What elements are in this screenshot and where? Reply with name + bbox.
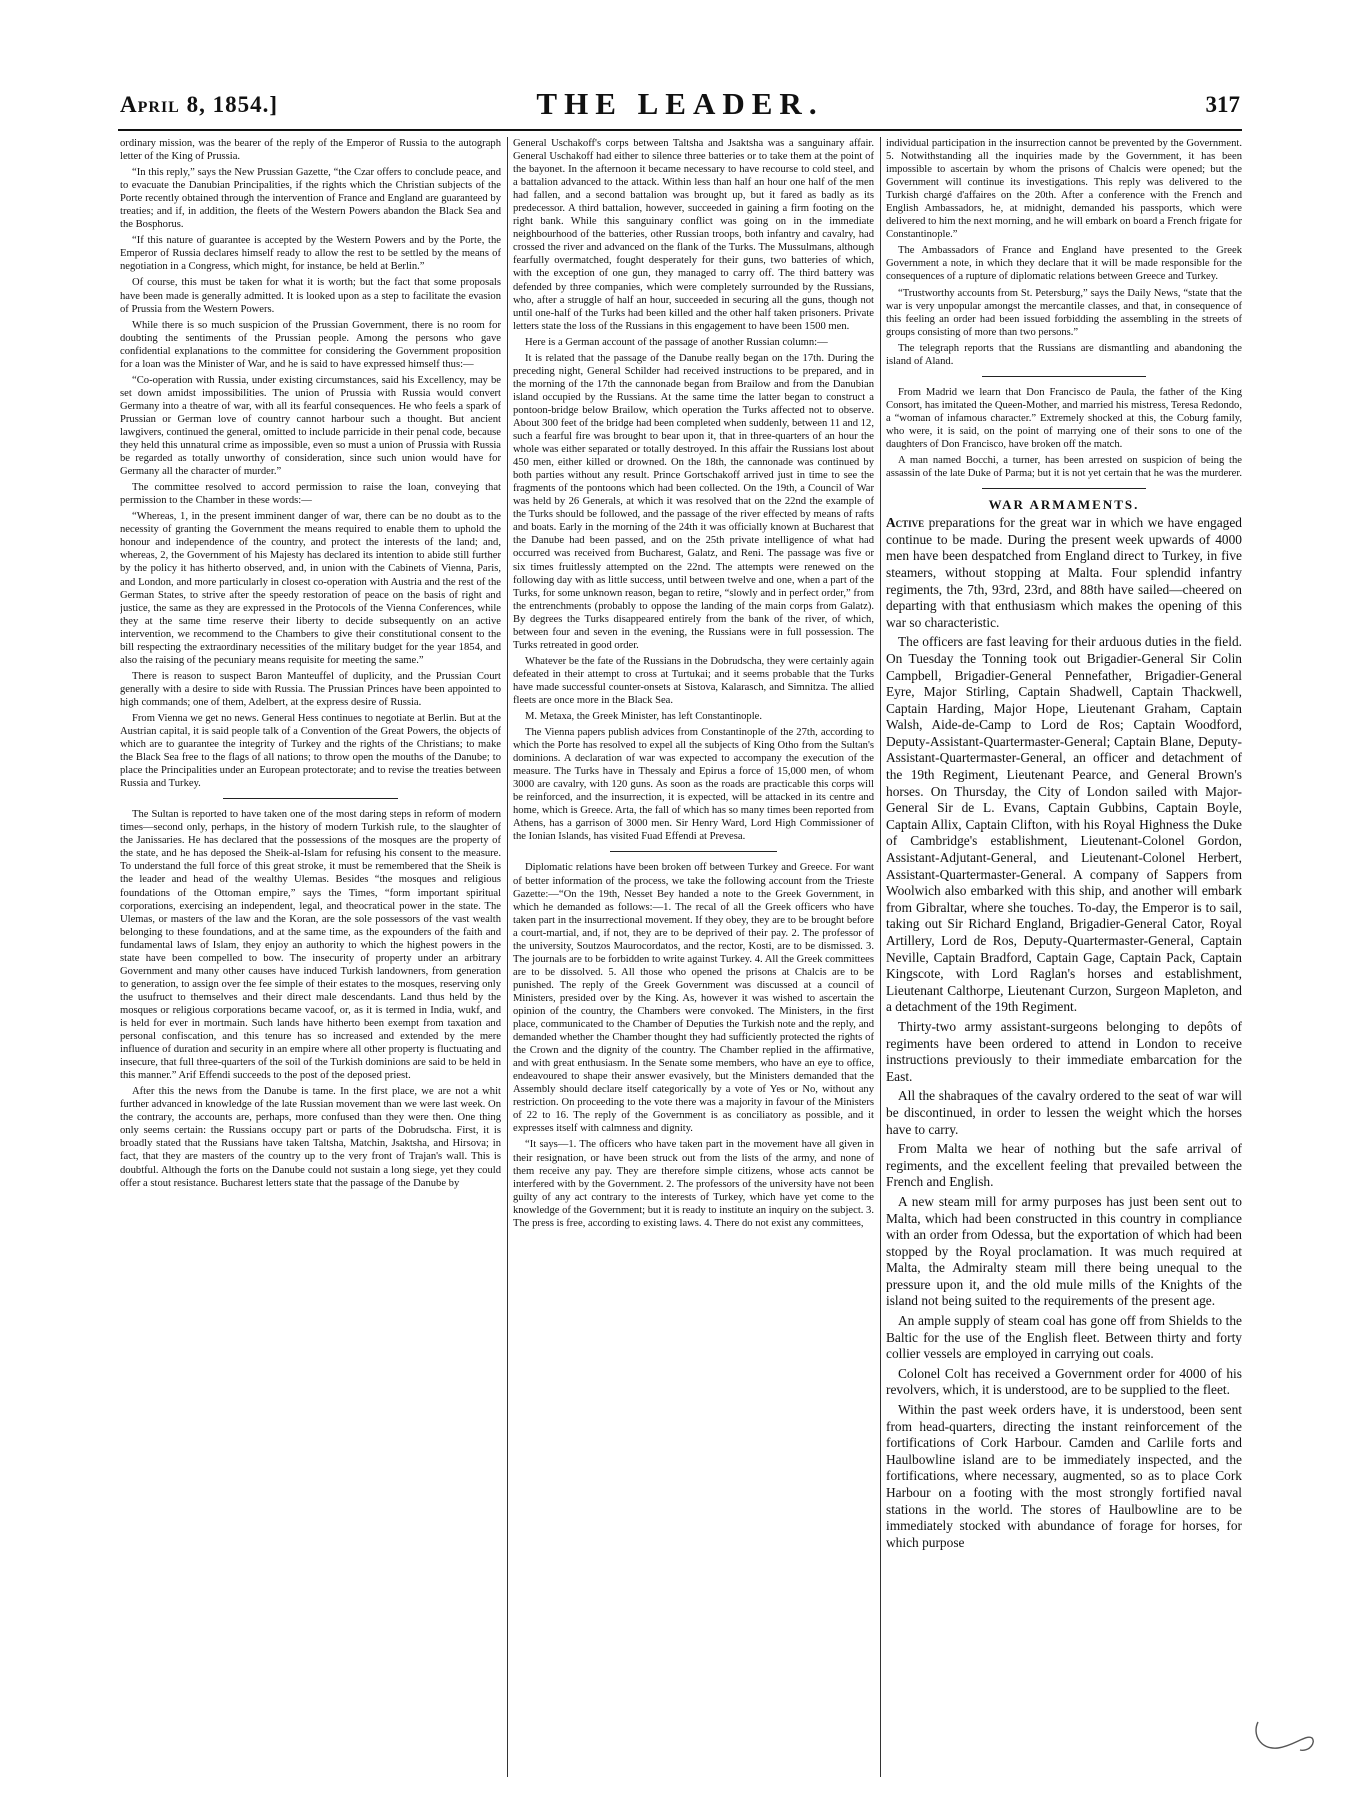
paragraph: Colonel Colt has received a Government order for 4000 of his revolvers, which, it is understood, are to be supplied to the fleet. bbox=[886, 1365, 1242, 1398]
paragraph: After this the news from the Danube is tame. In the first place, we are not a whit further advanced in knowledge of the late Russian movement than we were last week. On the contrary, the accounts are, perhaps, more confused than they were then. One thing only seems certain: the Russians occupy part or parts of the Dobrudscha. First, it is broadly stated that the Russians have taken Taltsha, Matchin, Jsaktsha, and Hirsova; in fact, that they are masters of the country up to the very front of Trajan's wall. This is doubtful. Although the forts on the Danube could not sustain a long siege, yet they could offer a stout resistance. Bucharest letters state that the passage of the Danube by bbox=[120, 1086, 501, 1189]
paragraph: The telegraph reports that the Russians are dismantling and abandoning the island of Aland. bbox=[886, 342, 1242, 367]
paragraph: individual participation in the insurrection cannot be prevented by the Government. 5. Notwithstanding all the inquiries made by the Government, it has been impossible to ascertain by whom the prisons of Chalcis were opened; but the Government will continue its investigations. This reply was delivered to the Turkish chargé d'affaires on the 20th. After a conference with the French and English Ambassadors, he, at midnight, demanded his passports, which were delivered to him the next morning, and he will embark on board a French frigate for Constantinople.” bbox=[886, 138, 1242, 241]
paragraph: Within the past week orders have, it is understood, been sent from head-quarters, directing the instant reinforcement of the fortifications of Cork Harbour. Camden and Carlile forts and Haulbowline island are to be immediately inspected, and the fortifications, where necessary, augmented, so as to place Cork Harbour on a footing with the most strongly fortified naval stations in the world. The stores of Haulbowline are to be immediately stocked with abundance of forage for horses, for which purpose bbox=[886, 1402, 1242, 1550]
column-2 bbox=[513, 137, 874, 1777]
paragraph bbox=[886, 515, 1242, 631]
paragraph: The Ambassadors of France and England have presented to the Greek Government a note, in which they declare that it will be made responsible for the consequences of a rupture of diplomatic relations between Greece and Turkey. bbox=[886, 245, 1242, 283]
paragraph: An ample supply of steam coal has gone off from Shields to the Baltic for the use of the English fleet. Between thirty and forty collier vessels are employed in carrying out coals. bbox=[886, 1313, 1242, 1362]
section-separator bbox=[982, 488, 1146, 489]
paragraph: There is reason to suspect Baron Manteuffel of duplicity, and the Prussian Court generally with a desire to side with Russia. The Prussian Princes have been appointed to high commands; one of them, Adelbert, at the express desire of Russia. bbox=[120, 670, 501, 708]
paragraph: All the shabraques of the cavalry ordered to the seat of war will be discontinued, in order to lessen the weight which the horses have to carry. bbox=[886, 1088, 1242, 1137]
column-3 bbox=[886, 137, 1242, 1777]
paragraph: General Uschakoff's corps between Taltsha and Jsaktsha was a sanguinary affair. General Uschakoff had either to silence three batteries or to take them at the point of the bayonet. In the afternoon it became necessary to have recourse to cold steel, and a battalion advanced to the attack. Within less than half an hour one half of the men had fallen, and a second battalion was brought up, but it fared as badly as its predecessor. A third battalion, however, succeeded in gaining a firm footing on the right bank. While this sanguinary conflict was going on in the immediate neighbourhood of the batteries, other Russian troops, both infantry and cavalry, had crossed the river and advanced on the flank of the Turks. The Mussulmans, although fearfully overmatched, fought desperately for their guns, two batteries of which, with the exception of one gun, they managed to carry off. The third battery was defended by three companies, which were completely surrounded by the Russians, who, after a struggle of half an hour, succeeded in securing all the guns, though not until one-half of the Turks had been killed and the other half taken prisoners. Private letters state the loss of the Russians in this engagement to have been 1500 men. bbox=[513, 138, 874, 332]
paragraph: A new steam mill for army purposes has just been sent out to Malta, which had been constructed in this country in compliance with an order from Odessa, but the exportation of which had been stopped by the Royal proclamation. It was much required at Malta, the Admiralty steam mill there being unequal to the pressure upon it, and the old mule mills of the Knights of the island not being suited to the requirements of the present age. bbox=[886, 1193, 1242, 1309]
lead-word: Active bbox=[886, 515, 925, 531]
paragraph: The Sultan is reported to have taken one of the most daring steps in reform of modern times—second only, perhaps, in the history of modern Turkish rule, to the slaughter of the Janissaries. He has declared that the possessions of the mosques are the property of the state, and he has deposed the Sheik-al-Islam for refusing his consent to the measure. To understand the full force of this great stroke, it must be remembered that the Sheik is the leader and head of the wealthy Ulemas. Besides “the mosques and religious foundations of the Ottoman empire,” says the Times, “form important spiritual corporations, exercising an independent, legal, and theocratical power in the state. The Ulemas, or masters of the law and the Koran, are the sole possessors of the vast wealth belonging to these foundations, and at the same time, as the expounders of the faith and fundamental laws of Islam, they enjoy an authority to which the highest powers in the state have been compelled to bow. The insecurity of property under an arbitrary Government and many other causes have induced Turkish landowners, from generation to generation, to assign over the fee simple of their estates to the mosques, reserving only the usufruct to themselves and their direct male descendants. Land thus held by the mosques or religious corporations became vacoof, or, as it is termed in India, wukf, and is held for ever in mortmain. Such lands have hitherto been exempt from taxation and personal confiscation, and this tenure has so increased and extended by the mere influence of duration and security in an empire where all other property is fluctuating and insecure, that full three-quarters of the soil of the Turkish dominions are said to be held in this manner.” Arif Effendi succeeds to the post of the deposed priest. bbox=[120, 809, 501, 1082]
paragraph: From Malta we hear of nothing but the safe arrival of regiments, and the excellent feeling that prevailed between the French and English. bbox=[886, 1141, 1242, 1190]
paragraph: The Vienna papers publish advices from Constantinople of the 27th, according to which the Porte has resolved to expel all the subjects of King Otho from the Sultan's dominions. A declaration of war was expected to accompany the execution of the measure. The Turks have in Thessaly and Epirus a force of 15,000 men, of whom 3000 are cavalry, with 120 guns. As soon as the roads are practicable this corps will be reinforced, and the insurrection, it is expected, will be attacked in its centre and home, which is Greece. Arta, the fall of which has so many times been reported from Athens, has a garrison of 3000 men. Sir Henry Ward, Lord High Commissioner of the Ionian Islands, has visited Fuad Effendi at Prevesa. bbox=[513, 727, 874, 843]
column-divider bbox=[880, 137, 881, 1777]
paragraph: “It says—1. The officers who have taken part in the movement have all given in their resignation, or have been struck out from the lists of the army, and none of them receive any pay. They are therefore simple citizens, whose acts cannot be interfered with by the Government. 2. The professors of the university have not been guilty of any act contrary to the interests of Turkey, which have yet come to the knowledge of the Government; but it is ready to institute an inquiry on the subject. 3. The press is free, according to existing laws. 4. There do not exist any committees, bbox=[513, 1139, 874, 1229]
section-separator bbox=[610, 851, 776, 852]
paragraph: The committee resolved to accord permission to raise the loan, conveying that permission to the Chamber in these words:— bbox=[120, 482, 501, 507]
paragraph: While there is so much suspicion of the Prussian Government, there is no room for doubting the sentiments of the Prussian people. Among the persons who gave confidential explanations to the committee for considering the Government proposition for a loan was the Minister of War, and he is said to have expressed himself thus:— bbox=[120, 319, 501, 370]
paragraph: “If this nature of guarantee is accepted by the Western Powers and by the Porte, the Emperor of Russia declares himself ready to allow the rest to be settled by the means of negotiation in a Congress, which might, for instance, be held at Berlin.” bbox=[120, 235, 501, 273]
column-divider bbox=[507, 137, 508, 1777]
paragraph: Whatever be the fate of the Russians in the Dobrudscha, they were certainly again defeated in their attempt to cross at Turtukai; and it seems probable that the Turks have made successful counter-onsets at Sistova, Kalarasch, and Simnitza. The allied fleets are once more in the Black Sea. bbox=[513, 655, 874, 706]
paragraph: Of course, this must be taken for what it is worth; but the fact that some proposals have been made is generally admitted. It is looked upon as a step to facilitate the evasion of Prussia from the Western Powers. bbox=[120, 277, 501, 315]
paragraph: A man named Bocchi, a turner, has been arrested on suspicion of being the assassin of the late Duke of Parma; but it is not yet certain that he was the murderer. bbox=[886, 455, 1242, 480]
column-1 bbox=[120, 137, 501, 1777]
paragraph: ordinary mission, was the bearer of the reply of the Emperor of Russia to the autograph letter of the King of Prussia. bbox=[120, 138, 501, 163]
paragraph: The officers are fast leaving for their arduous duties in the field. On Tuesday the Tonning took out Brigadier-General Sir Colin Campbell, Brigadier-General Pennefather, Brigadier-General Eyre, Major Stirling, Captain Shadwell, Captain Thackwell, Captain Harding, Major Hope, Lieutenant Graham, Captain Walsh, Aide-de-Camp to Lord de Ros; Captain Woodford, Deputy-Assistant-Quartermaster-General; Captain Blane, Deputy-Assistant-Quartermaster-General, an officer and detachment of the 19th Regiment, Lieutenant Pearce, and General Brown's horses. On Thursday, the City of London sailed with Major-General Sir de L. Evans, Captain Gubbins, Captain Boyle, Captain Allix, Captain Clifton, with his Royal Highness the Duke of Cambridge's establishment, Lieutenant-Colonel Gordon, Assistant-Adjutant-General, and Lieutenant-Colonel Herbert, Assistant-Quartermaster-General. A company of Sappers from Woolwich also embarked with this ship, and another will embark from Gibraltar, where she touches. To-day, the Emperor is to sail, taking out Sir Richard England, Brigadier-General Cator, Royal Artillery, Lord de Ros, Deputy-Quartermaster-General, Captain Neville, Captain Bradford, Captain Gage, Captain Pack, Captain Kingscote, with Lord Raglan's horses and establishment, Lieutenant Calthorpe, Lieutenant Curzon, Surgeon Mapleton, and a detachment of the 19th Regiment. bbox=[886, 634, 1242, 1015]
paragraph: Diplomatic relations have been broken off between Turkey and Greece. For want of better information of the process, we take the following account from the Trieste Gazette:—“On the 19th, Nesset Bey handed a note to the Greek Government, in which he demanded as follows:—1. The recal of all the Greek officers who have taken part in the insurrectional movement. If they obey, they are to be brought before a court-martial, and, if not, they are to be deprived of their pay. 2. The professor of the university, Soutzos Maurocordatos, and the rector, Kosti, are to be dismissed. 3. The journals are to be forbidden to write against Turkey. 4. All the Greek committees are to be dissolved. 5. All those who opened the prisons at Chalcis are to be punished. The reply of the Greek Government was discussed at a council of Ministers, presided over by the King. As, however it was wished to ascertain the opinion of the country, the Chambers were convoked. The Ministers, in the first place, communicated to the Chamber of Deputies the Turkish note and the reply, and demanded whether the Chamber thought they had sufficiently protected the rights of the Crown and the dignity of the country. The Chamber replied in the affirmative, and with great enthusiasm. In the Senate some members, who have an eye to office, endeavoured to shape their answer evasively, but the Ministers demanded that the Assembly should declare itself categorically by a vote of Yes or No, without any restriction. On proceeding to the vote there was a majority in favour of the Ministers of 22 to 16. The reply of the Government is as conciliatory as possible, and it expresses itself with calmness and dignity. bbox=[513, 862, 874, 1135]
masthead-rule bbox=[118, 129, 1242, 131]
newspaper-title: THE LEADER. bbox=[536, 86, 824, 121]
paragraph: “Co-operation with Russia, under existing circumstances, said his Excellency, may be set down amidst impossibilities. The union of Prussia with Russia would convert Germany into a theatre of war, with all its fearful consequences. He who feels a spark of Prussian or German love of country cannot harbour such a thought. But ancient lawgivers, continued the general, omitted to include parricide in their penal code, because they held this unnatural crime as impossible, even so must a union of Prussia with Russia be regarded as totally unworthy of consideration, since such union would have for Germany all the character of murder.” bbox=[120, 374, 501, 478]
paragraph: “Whereas, 1, in the present imminent danger of war, there can be no doubt as to the necessity of granting the Government the means required to enable them to uphold the honour and independence of the country, and protect the interests of the land; and, whereas, 2, the Government of his Majesty has declared its intention to abide still further by the policy it has hitherto observed, and, in union with the Cabinets of Vienna, Paris, and London, and more particularly in closest co-operation with Austria and the rest of the German States, to strive after the speedy restoration of peace on the basis of right and justice, the same as they are expressed in the Protocols of the Vienna Conferences, while they at the same time reserve their liberty to decide subsequently on an active intervention, we recommend to the Chambers to give their constitutional consent to the bill respecting the extraordinary necessities of the military budget for the year 1854, and also the raising of the pecuniary means requisite for meeting the same.” bbox=[120, 511, 501, 666]
masthead bbox=[120, 86, 1240, 126]
issue-date: April 8, 1854.] bbox=[120, 92, 278, 117]
section-separator bbox=[223, 798, 398, 799]
paragraph: From Vienna we get no news. General Hess continues to negotiate at Berlin. But at the Austrian capital, it is said people talk of a Convention of the Great Powers, the objects of which are to guarantee the integrity of Turkey and the rights of the Christians; to make the Black Sea free to the flags of all nations; to throw open the mouths of the Danube; to place the Principalities under an European protectorate; and to revise the treaties between Russia and Turkey. bbox=[120, 712, 501, 790]
paragraph: M. Metaxa, the Greek Minister, has left Constantinople. bbox=[525, 711, 762, 723]
page-number: 317 bbox=[1205, 92, 1240, 117]
war-armaments-article bbox=[886, 515, 1242, 1551]
pencil-scribble-mark bbox=[1250, 1716, 1320, 1760]
paragraph: It is related that the passage of the Danube really began on the 17th. During the preceding night, General Schilder had received instructions to be prepared, and in the morning of the 17th the cannonade began from Brailow and from the Danubian island occupied by the Russians. At the same time the latter began to construct a pontoon-bridge below Brailow, which operation the Turks affected not to observe. About 300 feet of the bridge had been completed when suddenly, between 11 and 12, such a fearful fire was brought to bear upon it, that in three-quarters of an hour the whole was either separated or totally destroyed. In this affair the Russians lost about 450 men, either killed or drowned. On the 18th, the cannonade was continued by both parties without any result. Prince Gortschakoff arrived just in time to see the fragments of the pontoons which had been collected. On the 19th, a Council of War was held by 26 Generals, at which it was resolved that on the 22nd the example of the Turks should be followed, and the passage of the river effected by means of rafts and boats. Early in the morning of the 24th it was officially known at Bucharest that the Danube had been passed, and on the 25th private intelligence of what had occurred was received from Bucharest, Galatz, and Reni. The passage was five or six times fruitlessly attempted on the 22nd. The attempts were renewed on the following day with as little success, until between twelve and one, when a part of the Turks, for some unknown reason, began to retire, “slowly and in perfect order,” from the entrenchments (probably to oppose the landing of the main corps from Galatz). By degrees the Turks disappeared entirely from the bank of the river, of which, between four and seven in the evening, the Russians were in full possession. The Turks retreated in good order. bbox=[513, 352, 874, 651]
paragraph: “Trustworthy accounts from St. Petersburg,” says the Daily News, “state that the war is very unpopular amongst the mercantile classes, and that, in consequence of this feeling an order had been issued forbidding the assembling in the streets of groups consisting of more than two persons.” bbox=[886, 287, 1242, 338]
paragraph: “In this reply,” says the New Prussian Gazette, “the Czar offers to conclude peace, and to evacuate the Danubian Principalities, if the rights which the Christian subjects of the Porte recently obtained through the intervention of France and England are guaranteed by treaties; and if, in addition, the fleets of the Western Powers abandon the Black Sea and the Bosphorus. bbox=[120, 167, 501, 231]
lead-paragraph-text: preparations for the great war in which we have engaged continue to be made. During the present week upwards of 4000 men have been despatched from England direct to Turkey, in five steamers, without stopping at Malta. Four splendid infantry regiments, the 7th, 93rd, 23rd, and 88th have sailed—cheered on departing with that enthusiasm which makes the opening of this war so characteristic. bbox=[886, 515, 1242, 630]
paragraph: Here is a German account of the passage of another Russian column:— bbox=[525, 336, 828, 348]
section-separator bbox=[982, 376, 1146, 377]
paragraph: Thirty-two army assistant-surgeons belonging to depôts of regiments have been ordered to attend in London to receive instructions previously to their immediate embarcation for the East. bbox=[886, 1018, 1242, 1084]
section-heading: WAR ARMAMENTS. bbox=[988, 497, 1140, 513]
paragraph: From Madrid we learn that Don Francisco de Paula, the father of the King Consort, has imitated the Queen-Mother, and married his mistress, Teresa Redondo, a “woman of infamous character.” Extremely shocked at this, the Coburg family, who were, it is said, on the point of marrying one of their sons to one of the daughters of Don Francisco, have broken off the match. bbox=[886, 386, 1242, 450]
